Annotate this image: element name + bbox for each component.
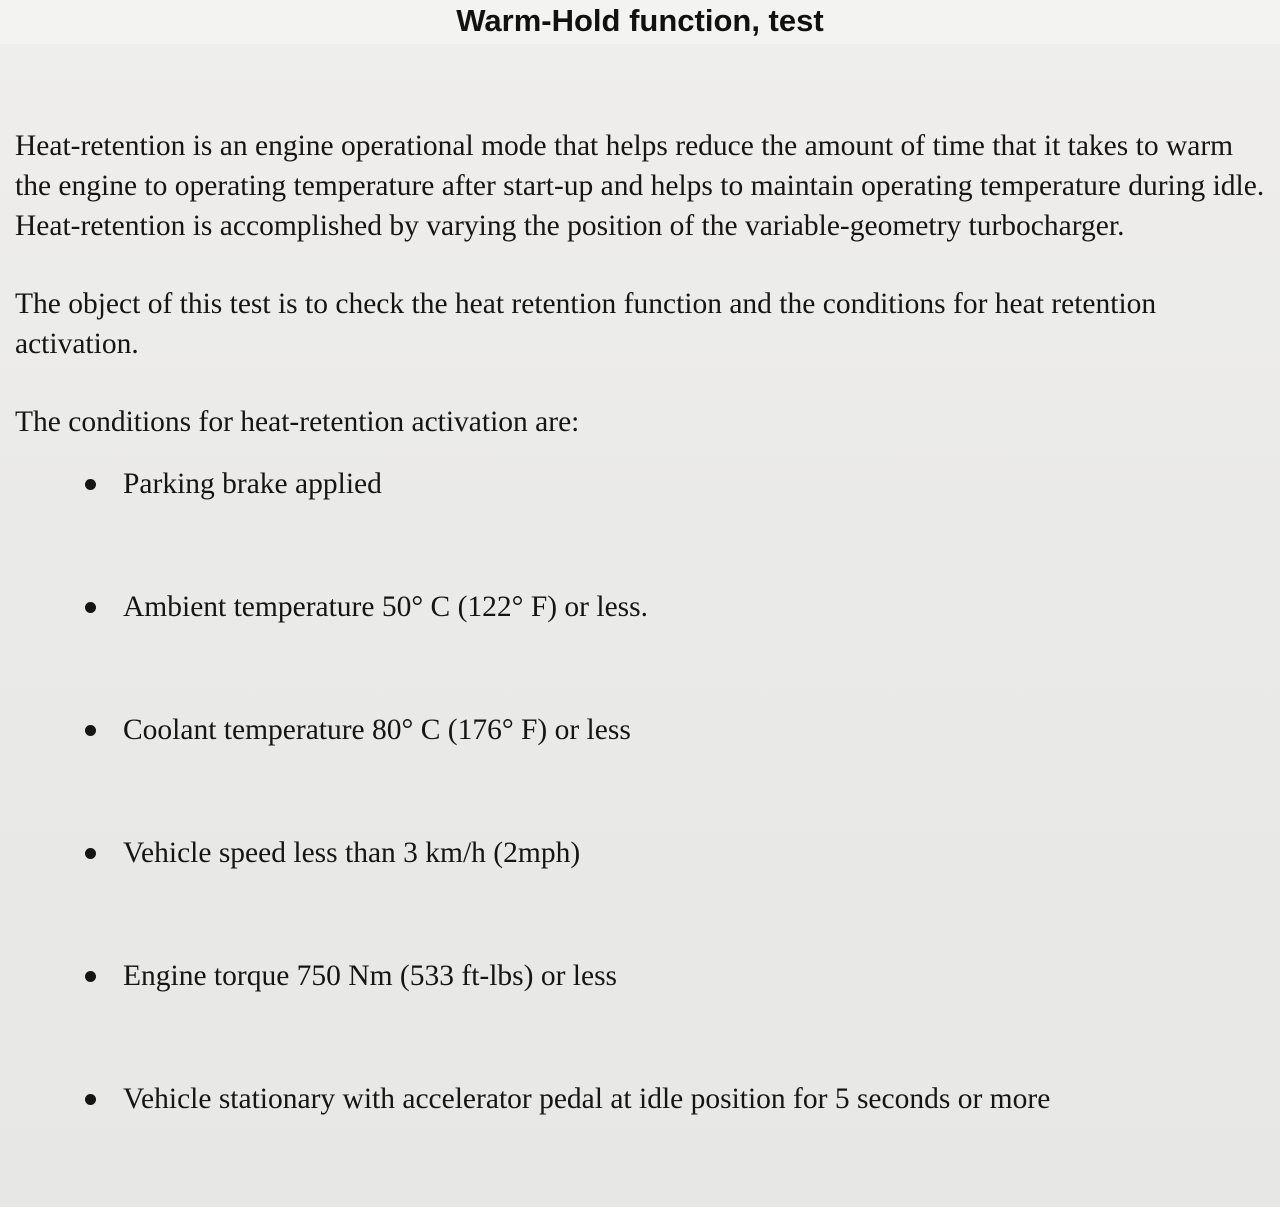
bullet-icon: [85, 1094, 96, 1105]
condition-ambient-temperature: [15, 587, 1270, 710]
conditions-heading: The conditions for heat-retention activation are:: [15, 406, 580, 438]
condition-vehicle-speed: [15, 833, 1270, 956]
condition-label: Coolant temperature 80° C (176° F) or less: [123, 714, 631, 746]
condition-engine-torque: [15, 956, 1270, 1079]
condition-parking-brake: [15, 464, 1270, 587]
condition-label: Engine torque 750 Nm (533 ft-lbs) or less: [123, 960, 618, 992]
condition-label: Parking brake applied: [123, 468, 382, 500]
document-body: [15, 126, 1270, 1202]
condition-label: Vehicle speed less than 3 km/h (2mph): [123, 837, 581, 869]
bullet-icon: [85, 602, 96, 613]
page-title: Warm-Hold function, test: [456, 3, 824, 38]
title-bar: [0, 0, 1280, 44]
condition-vehicle-stationary: [15, 1079, 1270, 1202]
condition-label: Vehicle stationary with accelerator pedal at idle position for 5 seconds or more: [123, 1083, 1051, 1115]
condition-coolant-temperature: [15, 710, 1270, 833]
test-objective-paragraph: The object of this test is to check the heat retention function and the conditions for heat retention activation.: [15, 288, 1157, 360]
bullet-icon: [85, 971, 96, 982]
bullet-icon: [85, 479, 96, 490]
bullet-icon: [85, 725, 96, 736]
bullet-icon: [85, 848, 96, 859]
conditions-list: [15, 464, 1270, 1202]
condition-label: Ambient temperature 50° C (122° F) or less.: [123, 591, 648, 623]
intro-paragraph: Heat-retention is an engine operational mode that helps reduce the amount of time that it takes to warm the engine to operating temperature after start-up and helps to maintain operating temperature during idle. Heat-retention is accomplished by varying the position of the variable-geometry turbocharger.: [15, 130, 1265, 242]
